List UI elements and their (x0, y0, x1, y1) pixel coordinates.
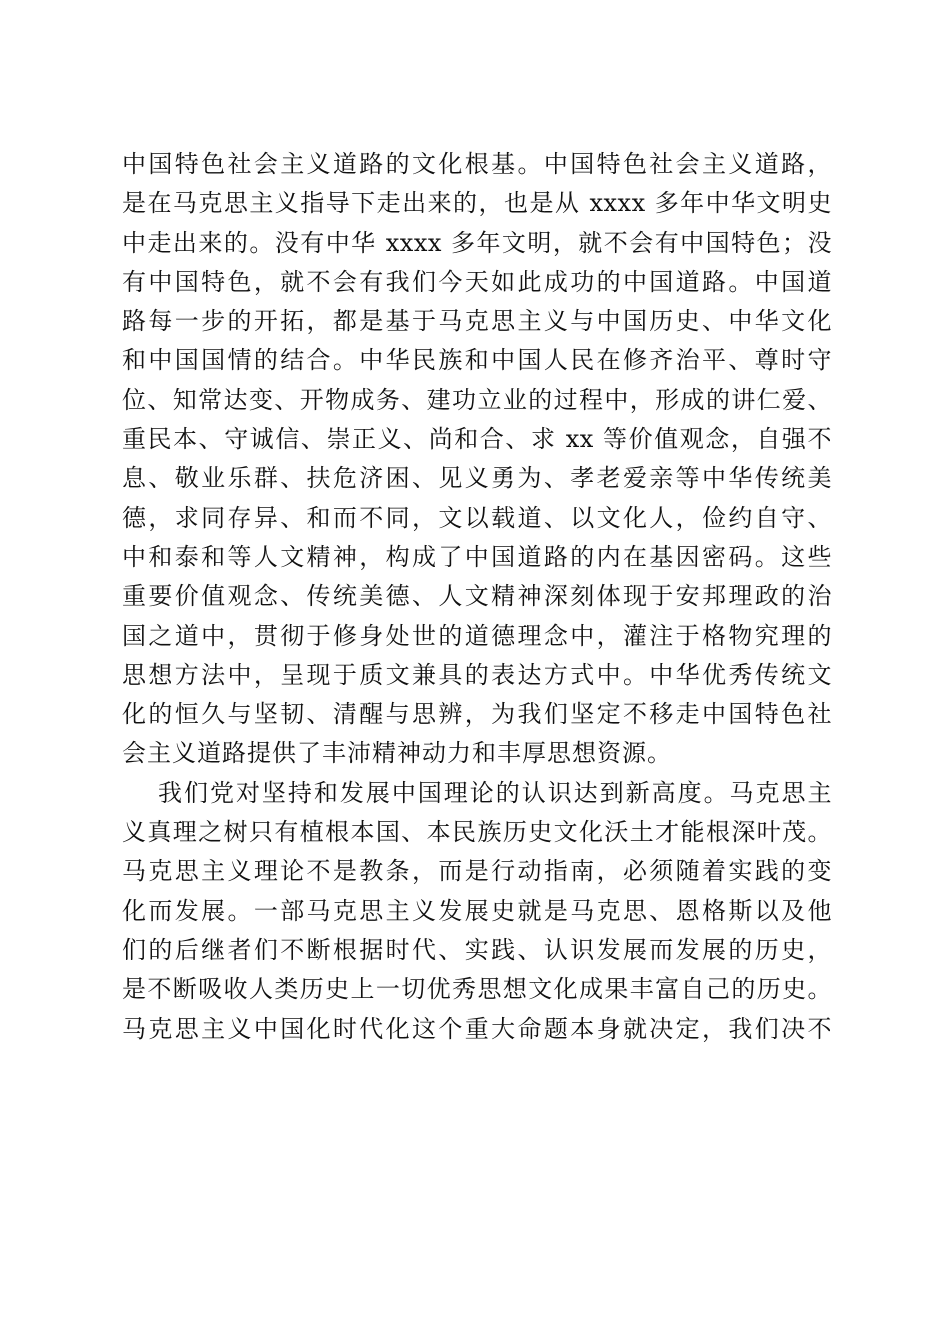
text-line: 中和泰和等人文精神，构成了中国道路的内在基因密码。这些 (122, 542, 832, 571)
text-line: 化而发展。一部马克思主义发展史就是马克思、恩格斯以及他 (122, 896, 832, 925)
text-line: 和中国国情的结合。中华民族和中国人民在修齐治平、尊时守 (122, 346, 832, 375)
text-line: 国之道中，贯彻于修身处世的道德理念中，灌注于格物究理的 (122, 621, 832, 650)
paragraph-start-line: 我们党对坚持和发展中国理论的认识达到新高度。马克思主 (158, 778, 832, 807)
text-line: 马克思主义理论不是教条，而是行动指南，必须随着实践的变 (122, 857, 832, 886)
text-line: 中走出来的。没有中华 xxxx 多年文明，就不会有中国特色；没 (122, 228, 832, 257)
text-line: 位、知常达变、开物成务、建功立业的过程中，形成的讲仁爱、 (122, 385, 832, 414)
paragraph-end-line: 会主义道路提供了丰沛精神动力和丰厚思想资源。 (122, 739, 672, 768)
text-line: 们的后继者们不断根据时代、实践、认识发展而发展的历史， (122, 935, 832, 964)
text-line: 重民本、守诚信、崇正义、尚和合、求 xx 等价值观念，自强不 (122, 425, 832, 454)
text-line: 德，求同存异、和而不同，文以载道、以文化人，俭约自守、 (122, 503, 832, 532)
text-line: 重要价值观念、传统美德、人文精神深刻体现于安邦理政的治 (122, 582, 832, 611)
body-text (122, 145, 832, 1049)
text-line: 路每一步的开拓，都是基于马克思主义与中国历史、中华文化 (122, 307, 832, 336)
text-line: 马克思主义中国化时代化这个重大命题本身就决定，我们决不 (122, 1014, 832, 1043)
text-line: 是不断吸收人类历史上一切优秀思想文化成果丰富自己的历史。 (122, 975, 832, 1004)
text-line: 中国特色社会主义道路的文化根基。中国特色社会主义道路， (122, 150, 832, 178)
text-line: 思想方法中，呈现于质文兼具的表达方式中。中华优秀传统文 (122, 660, 832, 689)
text-line: 是在马克思主义指导下走出来的，也是从 xxxx 多年中华文明史 (122, 189, 832, 218)
text-line: 有中国特色，就不会有我们今天如此成功的中国道路。中国道 (122, 267, 832, 296)
text-line: 化的恒久与坚韧、清醒与思辨，为我们坚定不移走中国特色社 (122, 700, 832, 729)
text-line: 息、敬业乐群、扶危济困、见义勇为、孝老爱亲等中华传统美 (122, 464, 832, 493)
text-line: 义真理之树只有植根本国、本民族历史文化沃土才能根深叶茂。 (122, 818, 832, 847)
